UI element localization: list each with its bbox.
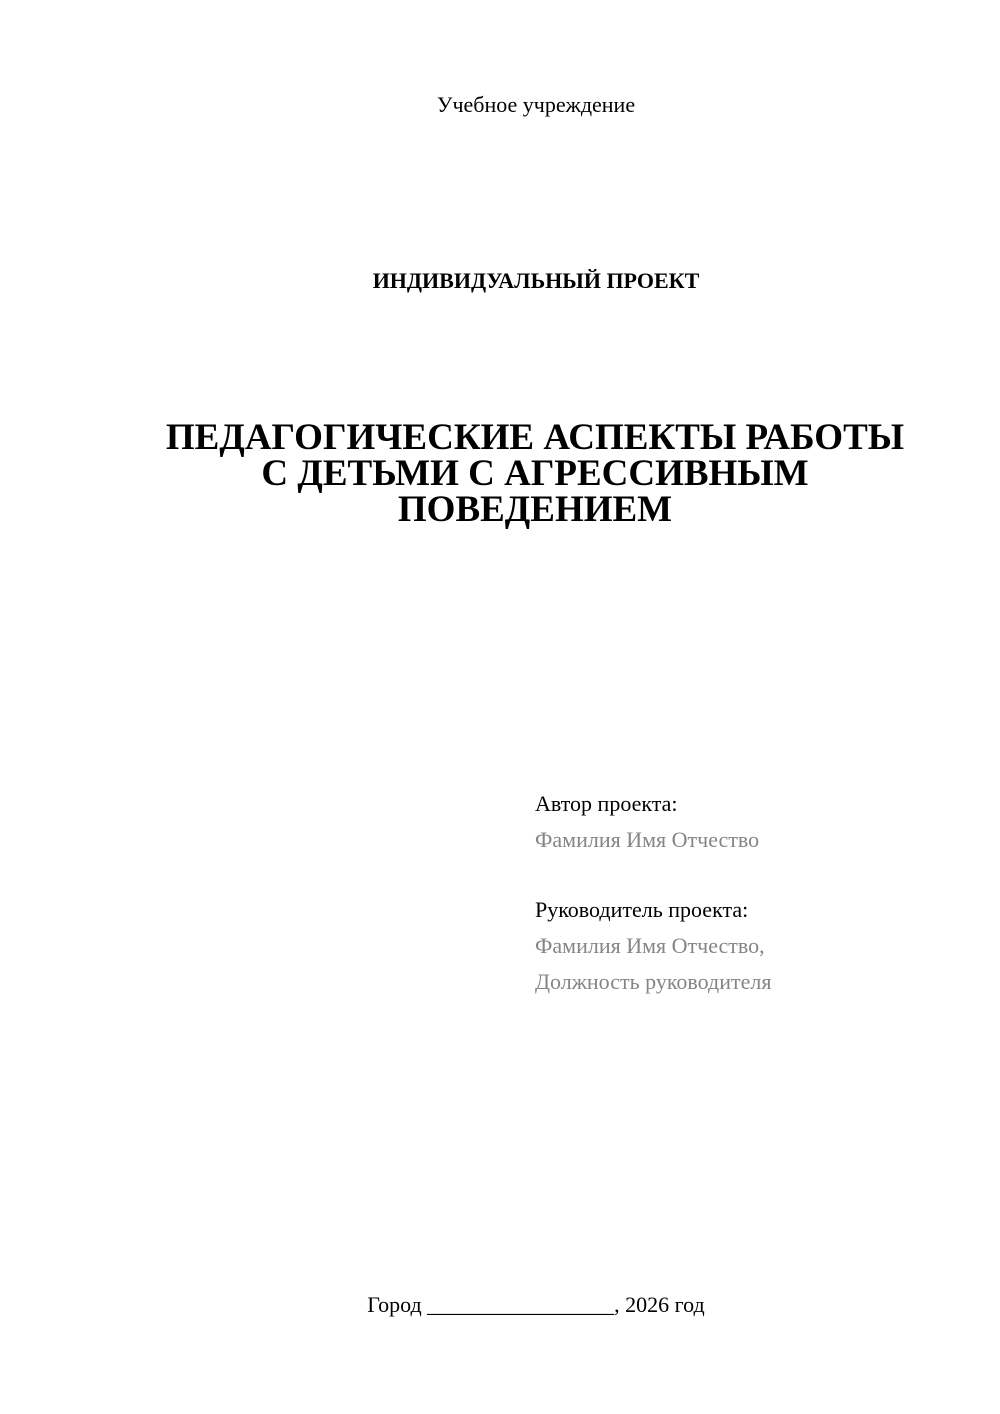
supervisor-label: Руководитель проекта:	[535, 897, 749, 922]
supervisor-position: Должность руководителя	[535, 969, 772, 994]
supervisor-name: Фамилия Имя Отчество,	[535, 933, 765, 958]
author-name: Фамилия Имя Отчество	[535, 827, 760, 852]
city-year-footer: Город _________________, 2026 год	[367, 1292, 705, 1317]
project-type-heading: ИНДИВИДУАЛЬНЫЙ ПРОЕКТ	[372, 268, 700, 293]
title-line-1: ПЕДАГОГИЧЕСКИЕ АСПЕКТЫ РАБОТЫ	[165, 417, 905, 458]
title-line-2: С ДЕТЬМИ С АГРЕССИВНЫМ	[261, 453, 809, 494]
supervisor-block	[535, 892, 975, 1000]
title-line-3: ПОВЕДЕНИЕМ	[397, 489, 673, 530]
author-block	[535, 786, 975, 858]
institution-name: Учебное учреждение	[436, 92, 636, 117]
author-label: Автор проекта:	[535, 791, 678, 816]
project-title	[100, 417, 970, 530]
